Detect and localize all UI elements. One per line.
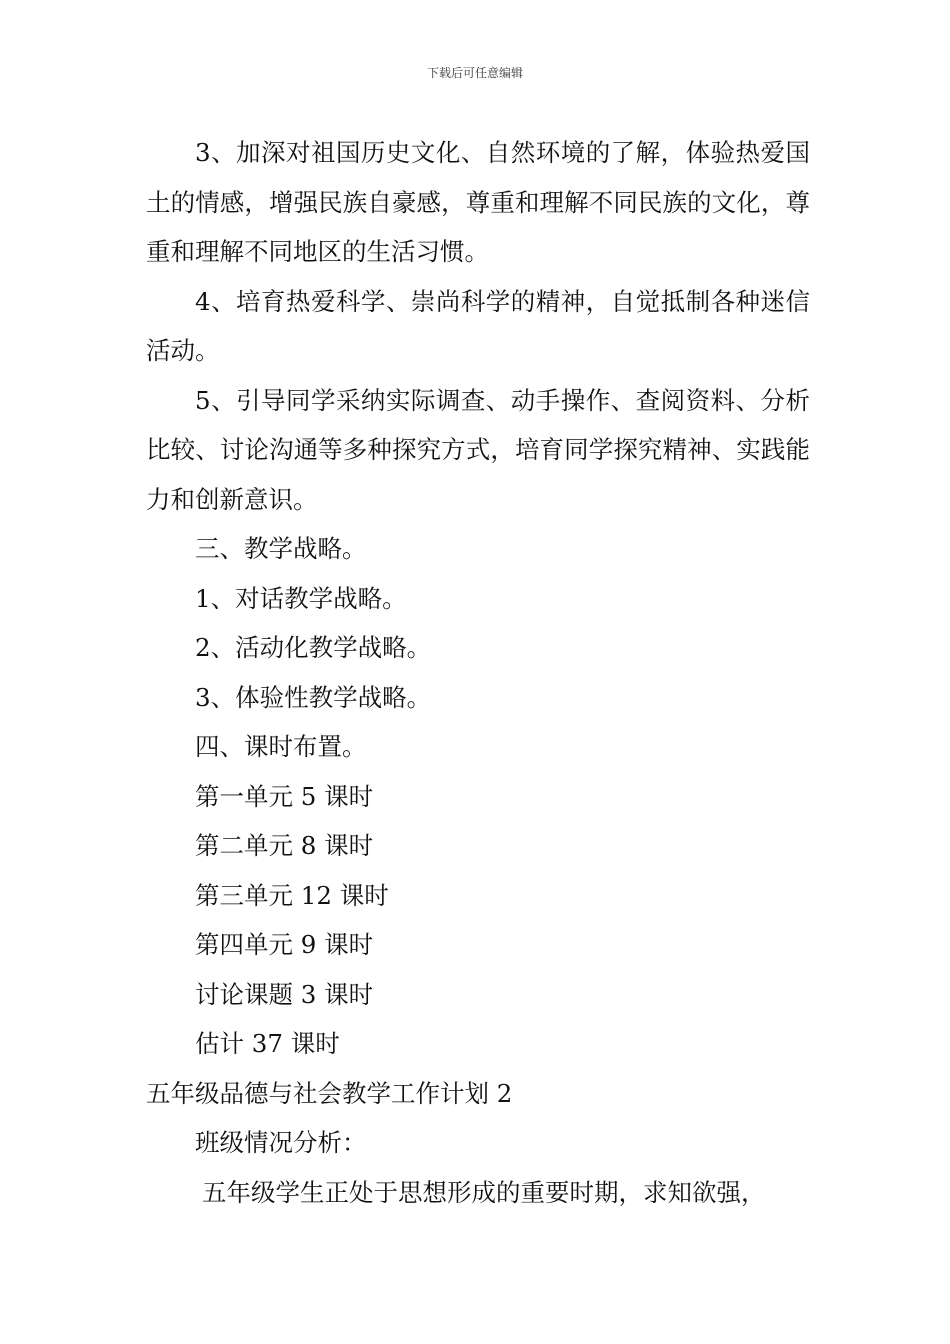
strategy-item-3: 3、体验性教学战略。 (195, 682, 432, 712)
schedule-unit-2: 第二单元 8 课时 (195, 831, 374, 860)
strategy-item-1: 1、对话教学战略。 (195, 583, 407, 613)
paragraph-goal-5: 5、引导同学采纳实际调查、动手操作、查阅资料、分析比较、讨论沟通等多种探究方式，培育同学探究精神、实践能力和创新意识。 (146, 385, 810, 514)
paragraph-goal-3: 3、加深对祖国历史文化、自然环境的了解，体验热爱国土的情感，增强民族自豪感，尊重和理解不同民族的文化，尊重和理解不同地区的生活习惯。 (146, 138, 810, 266)
schedule-unit-4: 第四单元 9 课时 (195, 930, 374, 959)
strategy-item-2: 2、活动化教学战略。 (195, 633, 432, 662)
document-body (146, 128, 810, 1217)
paragraph-goal-4: 4、培育热爱科学、崇尚科学的精神，自觉抵制各种迷信活动。 (146, 286, 810, 365)
class-analysis-paragraph: 五年级学生正处于思想形成的重要时期，求知欲强， (202, 1177, 766, 1207)
page-header-note: 下载后可任意编辑 (426, 66, 523, 80)
schedule-unit-1: 第一单元 5 课时 (195, 781, 374, 811)
section-heading-strategy: 三、教学战略。 (195, 534, 367, 563)
plan-title-2: 五年级品德与社会教学工作计划 2 (146, 1078, 513, 1108)
section-heading-schedule: 四、课时布置。 (195, 732, 367, 761)
class-analysis-heading: 班级情况分析： (195, 1128, 367, 1157)
schedule-research: 讨论课题 3 课时 (195, 979, 374, 1009)
schedule-unit-3: 第三单元 12 课时 (195, 880, 389, 910)
schedule-total: 估计 37 课时 (195, 1029, 340, 1058)
